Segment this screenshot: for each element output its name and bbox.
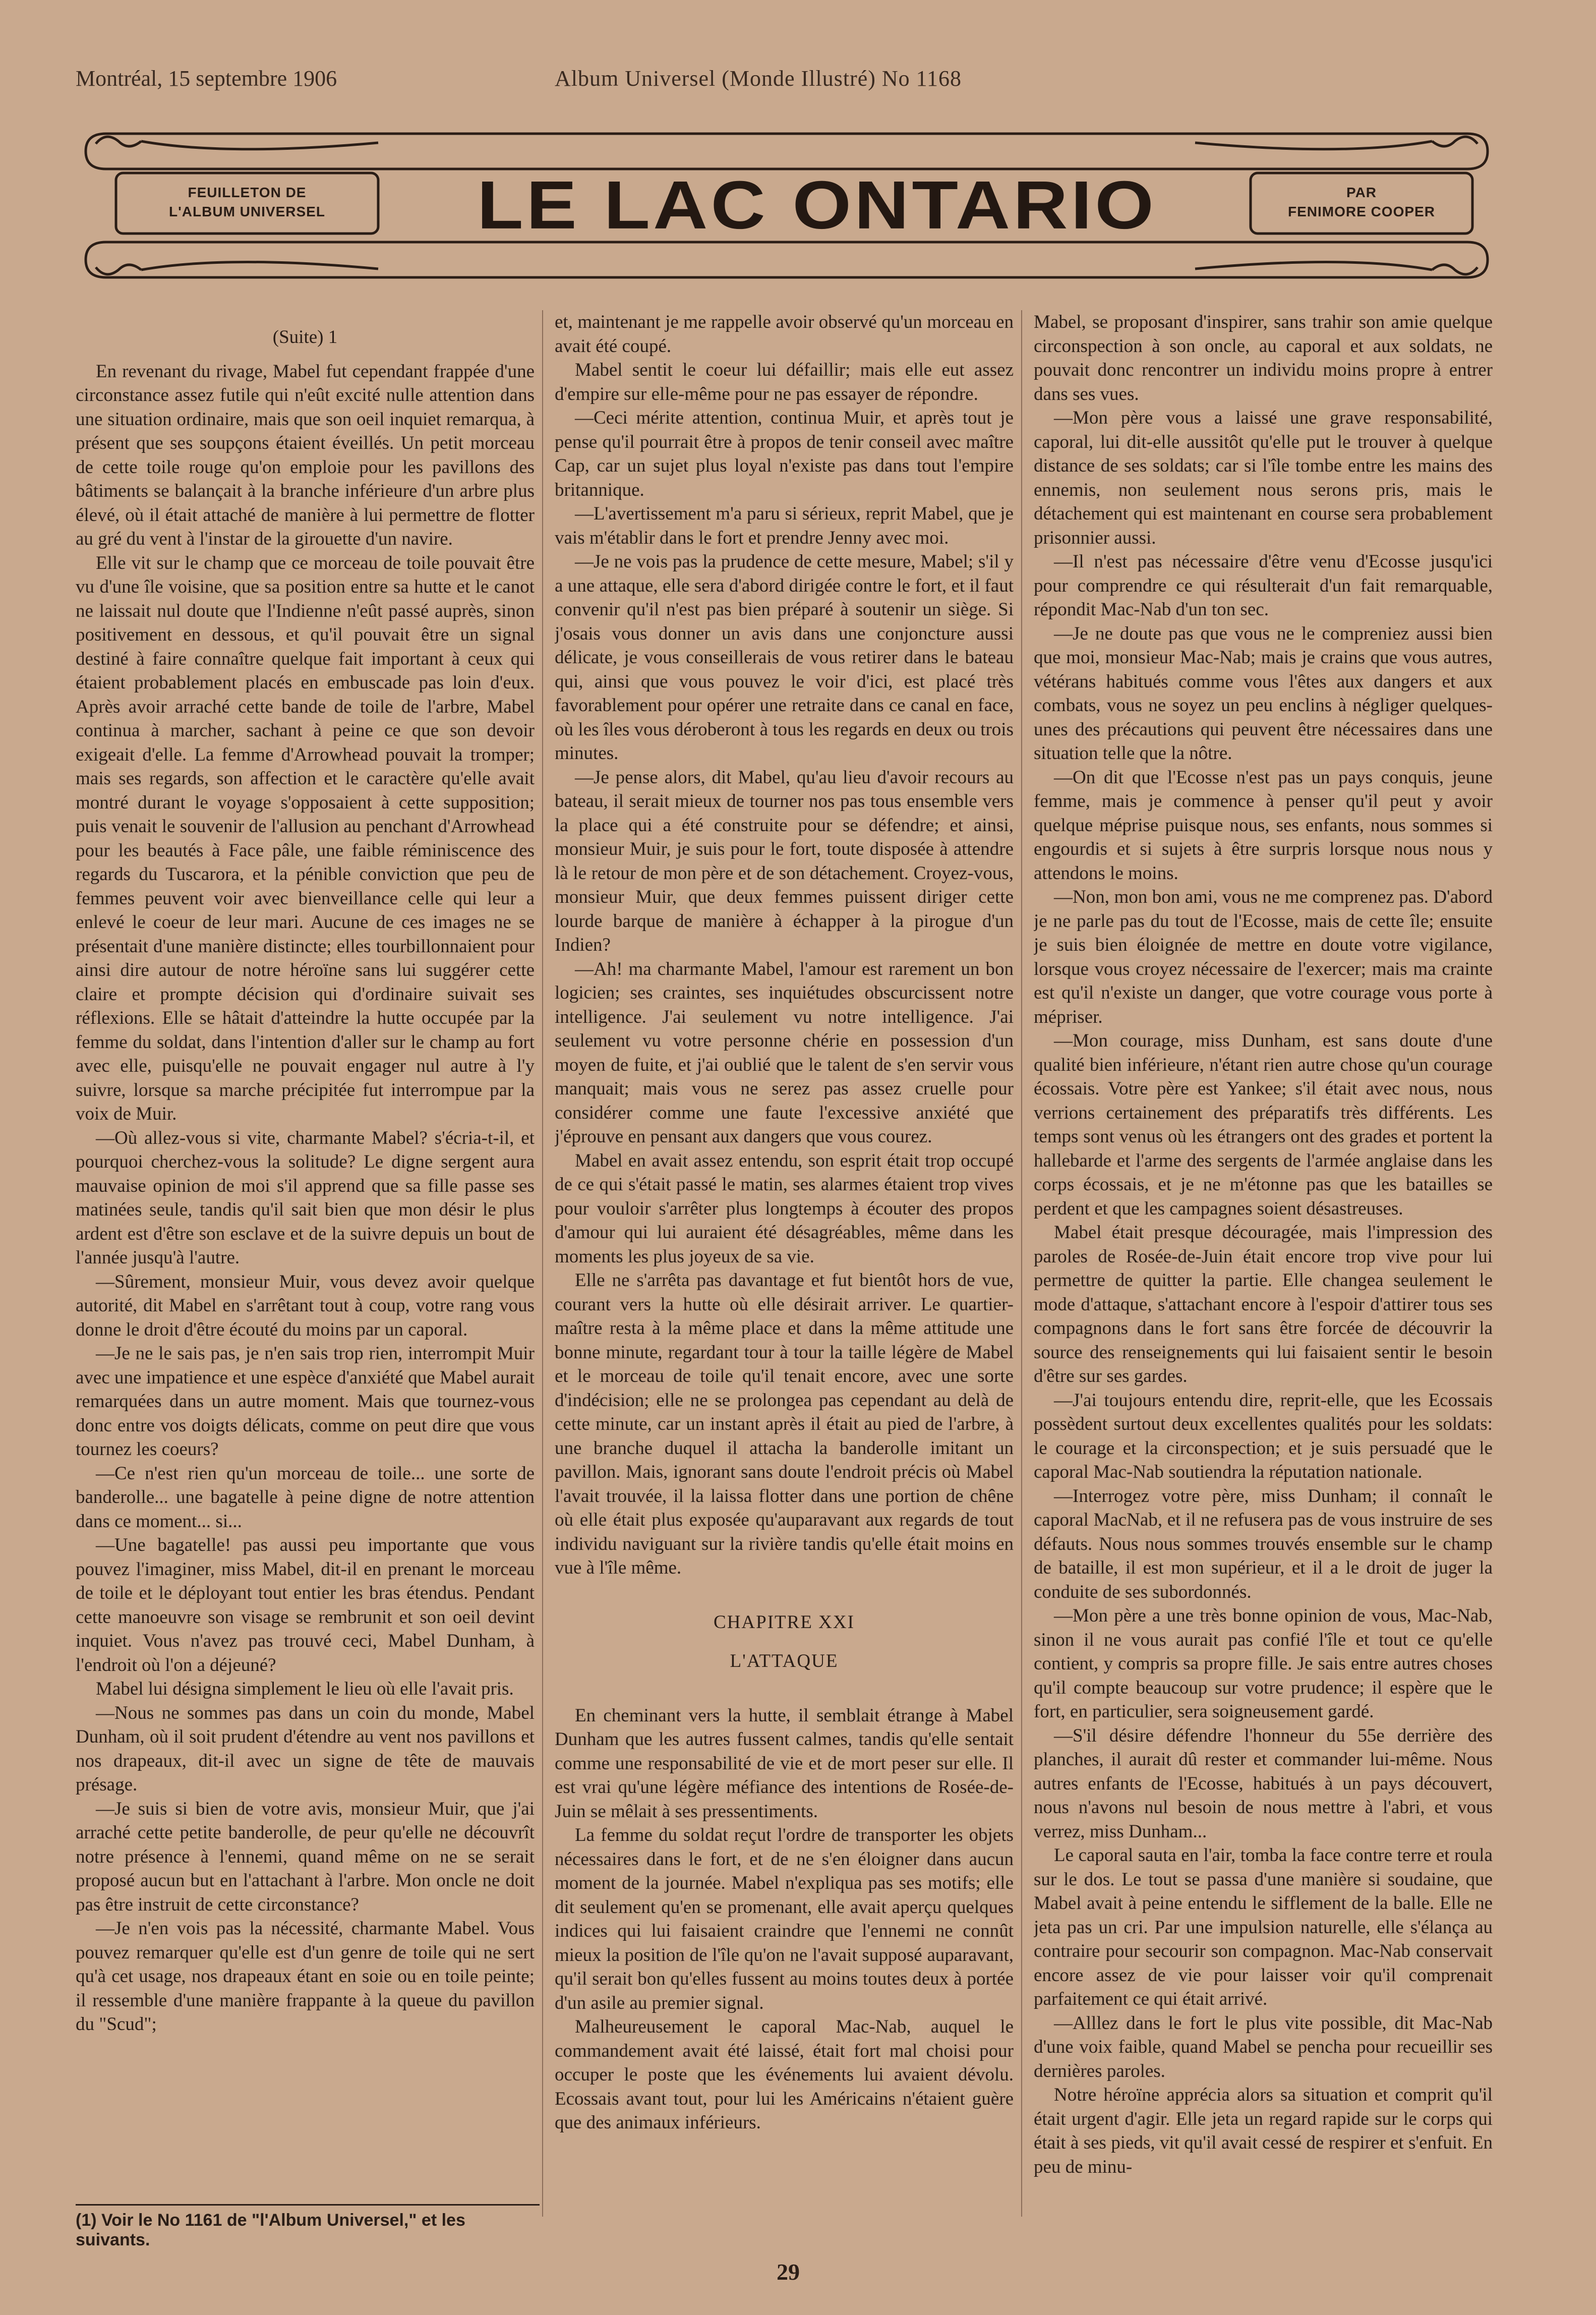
paragraph: Malheureusement le caporal Mac-Nab, auquel le commandement avait été laissé, était fort mal choisi pour occuper le poste que les événements lui avaient dévolu. Ecossais avant tout, pour lui les Américains n'étaient guère que des animaux inférieurs. (555, 2016, 1014, 2133)
paragraph: —Mon père vous a laissé une grave responsabilité, caporal, lui dit-elle aussitôt qu'elle put le trouver à quelque distance de ses soldats; car si l'île tombe entre les mains des ennemis, non seulement nous serons pris, mais le détachement qui est maintenant en course sera probablement prisonnier aussi. (1034, 408, 1493, 548)
paragraph: et, maintenant je me rappelle avoir observé qu'un morceau en avait été coupé. (555, 312, 1014, 357)
paragraph: Mabel, se proposant d'inspirer, sans trahir son amie quelque circonspection à son oncle, au caporal et aux soldats, ne pouvait donc rencontrer un individu moins propre à entrer dans ses vues. (1034, 312, 1493, 404)
paragraph: —L'avertissement m'a paru si sérieux, reprit Mabel, que je vais m'établir dans le fort et prendre Jenny avec moi. (555, 503, 1014, 548)
column-2 (555, 310, 1014, 2237)
paragraph: —Je n'en vois pas la nécessité, charmante Mabel. Vous pouvez remarquer qu'elle est d'un genre de toile qui ne sert qu'à cet usage, nos drapeaux étant en soie ou en toile peinte; il ressemble d'une manière frappante à la queue du pavillon du "Scud"; (76, 1918, 535, 2035)
paragraph: Mabel sentit le coeur lui défaillir; mais elle eut assez d'empire sur elle-même pour ne pas essayer de répondre. (555, 360, 1014, 404)
paragraph: —Ah! ma charmante Mabel, l'amour est rarement un bon logicien; ses craintes, ses inquiétudes obscurcissent notre intelligence. J'ai seulement vu notre intelligence. J'ai seulement vu votre personne chérie en possession d'un moyen de fuite, et j'ai oublié que le talent de s'en servir vous manquait; mais vous ne serez pas assez cruelle pour considérer comme une faute l'excessive anxiété que j'éprouve en pensant aux dangers que vous courez. (555, 958, 1014, 1147)
paragraph: —Je ne vois pas la prudence de cette mesure, Mabel; s'il y a une attaque, elle sera d'abord dirigée contre le fort, et il faut convenir qu'il n'est pas bien préparé à soutenir un siège. Si j'osais vous donner un avis dans une conjoncture aussi délicate, je vous conseillerais de vous retirer dans le bateau qui, ainsi que vous pouvez le voir d'ici, est placé très favorablement pour opérer une retraite dans ce canal en face, où les îles vous déroberont à tous les regards en deux ou trois minutes. (555, 551, 1014, 764)
paragraph: —Je ne le sais pas, je n'en sais trop rien, interrompit Muir avec une impatience et une espèce d'anxiété que Mabel aurait remarquées dans un autre moment. Mais que tournez-vous donc entre vos doigts délicats, comme on peut dire que vous tournez les coeurs? (76, 1343, 535, 1460)
column-1 (76, 310, 535, 2237)
paragraph: Mabel lui désigna simplement le lieu où elle l'avait pris. (96, 1679, 514, 1699)
issue-date: Montréal, 15 septembre 1906 (76, 66, 337, 91)
paragraph: Elle ne s'arrêta pas davantage et fut bientôt hors de vue, courant vers la hutte où elle désirait arriver. Le quartier-maître resta à la même place et dans la même attitude une bonne minute, regardant tour à tour la taille légère de Mabel et le morceau de toile qu'il tenait encore, avec une sorte d'indécision; elle ne se prolongea pas cependant au delà de cette minute, car un instant après il était au pied de l'arbre, à une branche duquel il attacha la banderolle imitant un pavillon. Mais, ignorant sans doute l'endroit précis où Mabel l'avait trouvée, il la laissa flotter dans une portion de chêne où elle était plus exposée qu'auparavant aux regards de tout individu naviguant sur la rivière tandis qu'elle était moins en vue à l'île même. (555, 1270, 1014, 1578)
paragraph: —On dit que l'Ecosse n'est pas un pays conquis, jeune femme, mais je commence à penser qu'il peut y avoir quelque méprise puisque nous, ses enfants, nous sommes si engourdis et si sujets à être surpris lorsque nous nous y attendons le moins. (1034, 767, 1493, 884)
paragraph: —Interrogez votre père, miss Dunham; il connaît le caporal MacNab, et il ne refusera pas de vous instruire de ses défauts. Nous nous sommes trouvés ensemble sur le champ de bataille, il est mon supérieur, et il a le droit de juger la conduite de ses subordonnés. (1034, 1485, 1493, 1602)
paragraph: —Je ne doute pas que vous ne le compreniez aussi bien que moi, monsieur Mac-Nab; mais je crains que vous autres, vétérans habitués comme vous l'êtes aux dangers et aux combats, vous ne soyez un peu enclins à négliger quelques-unes des précautions qui peuvent être nécessaires dans une situation telle que la nôtre. (1034, 623, 1493, 764)
chapter-heading: CHAPITRE XXI (714, 1611, 855, 1633)
paragraph: —Mon père a une très bonne opinion de vous, Mac-Nab, sinon il ne vous aurait pas confié l'île et tout ce qu'elle contient, y compris sa propre fille. Je sais entre autres choses qu'il compte beaucoup sur votre prudence; il espère que le fort, en particulier, sera soigneusement gardé. (1034, 1605, 1493, 1722)
feuilleton-title: LE LAC ONTARIO (477, 166, 1157, 243)
article-body (76, 310, 1518, 2237)
paragraph: Notre héroïne apprécia alors sa situation et comprit qu'il était urgent d'agir. Elle jeta un regard rapide sur le corps qui était à ses pieds, vit qu'il avait cessé de respirer et s'enfuit. En peu de minu- (1034, 2085, 1493, 2177)
paragraph: —Nous ne sommes pas dans un coin du monde, Mabel Dunham, où il soit prudent d'étendre au vent nos pavillons et nos drapeaux, dit-il avec un signe de tête de mauvais présage. (76, 1702, 535, 1795)
paragraph: —Non, mon bon ami, vous ne me comprenez pas. D'abord je ne parle pas du tout de l'Ecosse, mais de cette île; ensuite je suis bien éloignée de mettre en doute votre vigilance, lorsque vous croyez nécessaire de l'exercer; mais ma crainte est qu'il n'existe un danger, que votre courage vous porte à mépriser. (1034, 887, 1493, 1027)
paragraph: —Sûrement, monsieur Muir, vous devez avoir quelque autorité, dit Mabel en s'arrêtant tout à coup, votre rang vous donne le droit d'être écouté du moins par un caporal. (76, 1271, 535, 1340)
paragraph: Mabel était presque découragée, mais l'impression des paroles de Rosée-de-Juin était encore trop vive pour lui permettre de quitter la partie. Elle changea seulement le mode d'attaque, s'attachant encore à l'espoir d'attirer tous ses compagnons dans le fort sans être forcée de découvrir la source des renseignements qui lui faisaient sentir le besoin d'être sur ses gardes. (1034, 1222, 1493, 1386)
paragraph: —S'il désire défendre l'honneur du 55e derrière des planches, il aurait dû rester et commander lui-même. Nous autres enfants de l'Ecosse, habitués à un pays découvert, nous n'avons nul besoin de nous mettre à l'abri, et vous verrez, miss Dunham... (1034, 1725, 1493, 1842)
paragraph: —Une bagatelle! pas aussi peu importante que vous pouvez l'imaginer, miss Mabel, dit-il en prenant le morceau de toile et le déployant tout entier les bras étendus. Pendant cette manoeuvre son visage se rembrunit et son oeil devint inquiet. Vous n'avez pas trouvé ceci, Mabel Dunham, à l'endroit où l'on a déjeuné? (76, 1535, 535, 1675)
paragraph: —J'ai toujours entendu dire, reprit-elle, que les Ecossais possèdent surtout deux excellentes qualités pour les soldats: le courage et la circonspection; et je suis persuadé que le caporal Mac-Nab soutiendra la réputation nationale. (1034, 1390, 1493, 1482)
paragraph: —Je pense alors, dit Mabel, qu'au lieu d'avoir recours au bateau, il serait mieux de tourner nos pas tous ensemble vers la place qui a été construite pour se défendre; et ainsi, monsieur Muir, je suis pour le fort, toute disposée à attendre là le retour de mon père et de son détachement. Croyez-vous, monsieur Muir, que deux femmes puissent diriger cette lourde barque de manière à échapper à la pirogue d'un Indien? (555, 767, 1014, 955)
feuilleton-banner (76, 113, 1498, 300)
paragraph: —Alllez dans le fort le plus vite possible, dit Mac-Nab d'une voix faible, quand Mabel se pencha pour recueillir ses dernières paroles. (1034, 2012, 1493, 2081)
paragraph: —Ceci mérite attention, continua Muir, et après tout je pense qu'il pourrait être à propos de tenir conseil avec maître Cap, car un sujet plus loyal n'existe pas dans tout l'empire britannique. (555, 408, 1014, 500)
paragraph: —Où allez-vous si vite, charmante Mabel? s'écria-t-il, et pourquoi cherchez-vous la solitude? Le digne sergent aura mauvaise opinion de moi s'il apprend que sa fille passe ses matinées seule, tandis qu'il sait bien que mon désir le plus ardent est d'être son esclave et de la suivre depuis un bout de l'année jusqu'à l'autre. (76, 1127, 535, 1268)
paragraph: Le caporal sauta en l'air, tomba la face contre terre et roula sur le dos. Le tout se passa d'une manière si soudaine, que Mabel avait à peine entendu le sifflement de la balle. Elle ne jeta pas un cri. Par une impulsion naturelle, elle s'élança au contraire pour secourir son compagnon. Mac-Nab conservait encore assez de vie pour laisser voir qu'il comprenait parfaitement ce qui était arrivé. (1034, 1845, 1493, 2009)
paragraph: —Il n'est pas nécessaire d'être venu d'Ecosse jusqu'ici pour comprendre ce qui résulterait d'un fait remarquable, répondit Mac-Nab d'un ton sec. (1034, 551, 1493, 620)
issue-title: Album Universel (Monde Illustré) No 1168 (555, 66, 962, 91)
chapter-title: L'ATTAQUE (730, 1651, 839, 1671)
column-3 (1034, 310, 1493, 2237)
paragraph: —Mon courage, miss Dunham, est sans doute d'une qualité bien inférieure, n'étant rien autre chose qu'un courage écossais. Votre père est Yankee; s'il était avec nous, nous verrions certainement des préparatifs très différents. Les temps sont venus où les étrangers ont des grades et portent la hallebarde et l'arme des sergents de l'armée anglaise dans les corps écossais, et je ne m'étonne pas que les batailles se perdent et que les campagnes soient désastreuses. (1034, 1030, 1493, 1219)
page-number: 29 (777, 2259, 800, 2285)
suite-label: (Suite) 1 (272, 327, 338, 348)
paragraph: —Ce n'est rien qu'un morceau de toile... une sorte de banderolle... une bagatelle à peine digne de notre attention dans ce moment... si... (76, 1463, 535, 1532)
feuilleton-label: FEUILLETON DE L'ALBUM UNIVERSEL (169, 185, 325, 219)
paragraph: —Je suis si bien de votre avis, monsieur Muir, que j'ai arraché cette petite banderolle, de peur qu'elle ne découvrît notre présence à l'ennemi, quand même on ne se serait proposé aucun but en l'attachant à l'arbre. Mon oncle ne doit pas être instruit de cette circonstance? (76, 1798, 535, 1915)
paragraph: En cheminant vers la hutte, il semblait étrange à Mabel Dunham que les autres fussent calmes, tandis qu'elle sentait comme une responsabilité de vie et de mort peser sur elle. Il est vrai qu'une légère méfiance des intentions de Rosée-de-Juin se mêlait à ses pressentiments. (555, 1705, 1014, 1822)
author-label: PAR FENIMORE COOPER (1288, 185, 1435, 219)
footnote: (1) Voir le No 1161 de "l'Album Universel," et les suivants. (76, 2204, 540, 2250)
paragraph: La femme du soldat reçut l'ordre de transporter les objets nécessaires dans le fort, et de ne s'en éloigner dans aucun moment de la journée. Mabel n'expliqua pas ses motifs; elle dit seulement qu'en se promenant, elle avait aperçu quelques indices qui lui faisaient craindre que l'ennemi ne connût mieux la position de l'île qu'on ne l'avait supposé auparavant, qu'il serait bon qu'elles fussent au moins toutes deux à portée d'un asile au premier signal. (555, 1825, 1014, 2013)
paragraph: Mabel en avait assez entendu, son esprit était trop occupé de ce qui s'était passé le matin, ses alarmes étaient trop vives pour vouloir s'arrêter plus longtemps à écouter des propos d'amour qui lui auraient été désagréables, même dans les moments les plus joyeux de sa vie. (555, 1150, 1014, 1267)
paragraph: En revenant du rivage, Mabel fut cependant frappée d'une circonstance assez futile qui n'eût excité nulle attention dans une situation ordinaire, mais que son oeil inquiet remarqua, à présent que ses soupçons étaient éveillés. Un petit morceau de cette toile rouge qu'on emploie pour les pavillons des bâtiments se balançait à la branche inférieure d'un arbre plus élevé, où il était attaché de manière à lui permettre de flotter au gré du vent à l'instar de la girouette d'un navire. (76, 361, 535, 549)
paragraph: Elle vit sur le champ que ce morceau de toile pouvait être vu d'une île voisine, que sa position entre sa hutte et le canot ne laissait nul doute que l'Indienne n'eût passé auprès, sinon positivement en dessous, et qu'il pouvait être un signal destiné à faire connaître quelque fait important à ceux qui étaient probablement placés en embuscade pas loin d'eux. Après avoir arraché cette bande de toile de l'arbre, Mabel continua à marcher, sachant à peine ce que son devoir exigeait d'elle. La femme d'Arrowhead pouvait la tromper; mais ses regards, son affection et le caractère qu'elle avait montré durant le voyage s'opposaient à cette supposition; puis venait le souvenir de l'allusion au penchant d'Arrowhead pour les beautés à Face pâle, une faible réminiscence des regards du Tuscarora, et la pénible conviction que peu de femmes peuvent voir avec bienveillance celle qui leur a enlevé le coeur de leur mari. Aucune de ces images ne se présentait d'une manière distincte; elles tourbillonnaient pour ainsi dire autour de notre héroïne sans lui suggérer cette claire et prompte décision qui d'ordinaire suivait ses réflexions. Elle se hâtait d'atteindre la hutte occupée par la femme du soldat, dans l'intention d'aller sur le champ au fort avec elle, puisqu'elle ne pouvait engager nul autre à l'y suivre, lorsque sa marche précipitée fut interrompue par la voix de Muir. (76, 552, 535, 1124)
